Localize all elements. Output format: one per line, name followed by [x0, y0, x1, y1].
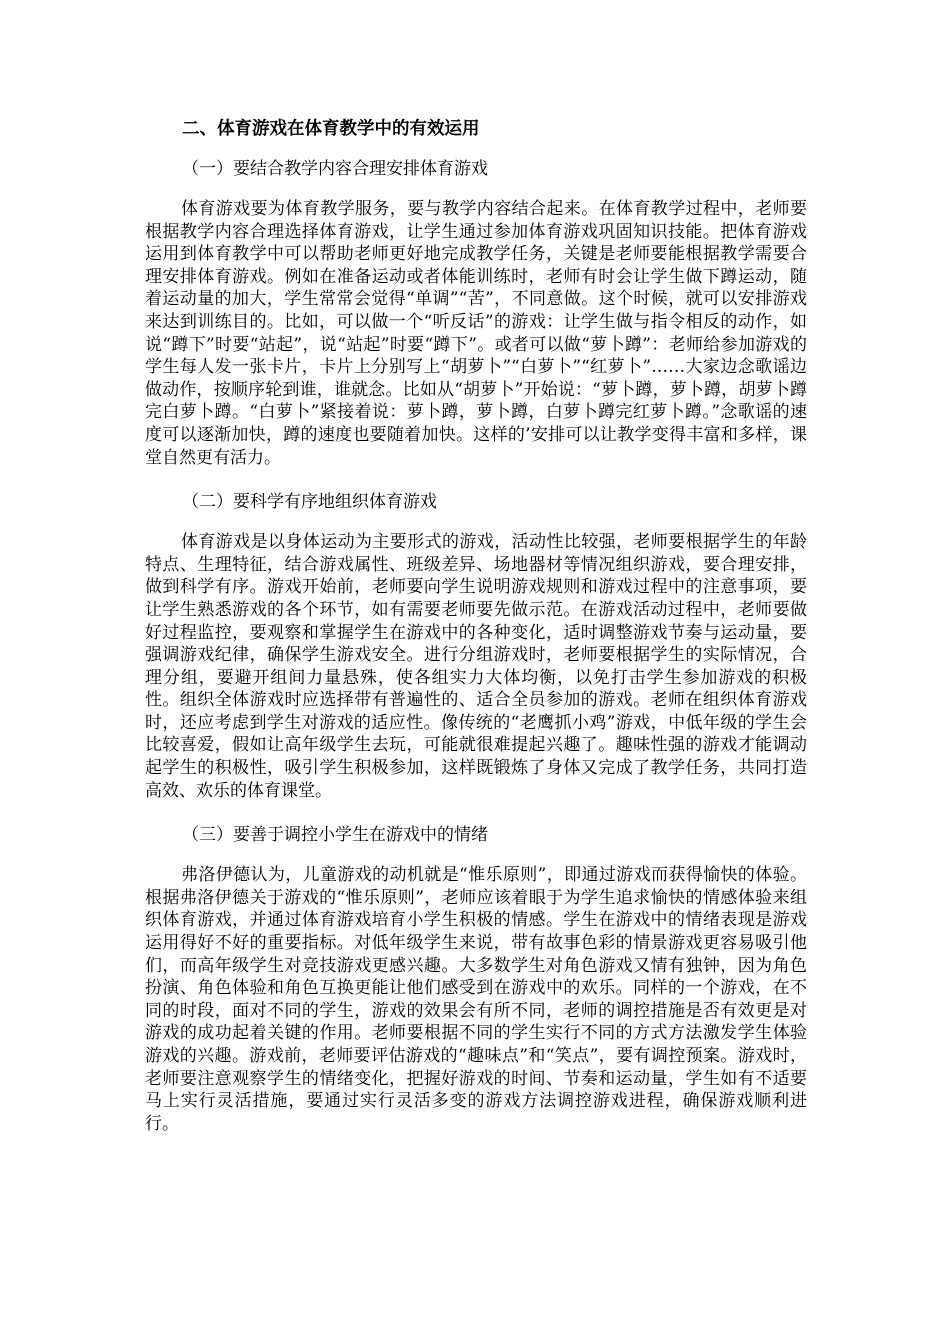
subsection-heading-1: （一）要结合教学内容合理安排体育游戏 — [182, 159, 488, 179]
document-body — [145, 116, 807, 1155]
subsection-paragraph-2: 体育游戏是以身体运动为主要形式的游戏，活动性比较强，老师要根据学生的年龄特点、生理特征，结合游戏属性、班级差异、场地器材等情况组织游戏，要合理安排，做到科学有序。游戏开始前，老师要向学生说明游戏规则和游戏过程中的注意事项，要让学生熟悉游戏的各个环节，如有需要老师要先做示范。在游戏活动过程中，老师要做好过程监控，要观察和掌握学生在游戏中的各种变化，适时调整游戏节奏与运动量，要强调游戏纪律，确保学生游戏安全。进行分组游戏时，老师要根据学生的实际情况，合理分组，要避开组间力量悬殊，使各组实力大体均衡，以免打击学生参加游戏的积极性。组织全体游戏时应选择带有普遍性的、适合全员参加的游戏。老师在组织体育游戏时，还应考虑到学生对游戏的适应性。像传统的“老鹰抓小鸡”游戏，中低年级的学生会比较喜爱，假如让高年级学生去玩，可能就很难提起兴趣了。趣味性强的游戏才能调动起学生的积极性，吸引学生积极参加，这样既锻炼了身体又完成了教学任务，共同打造高效、欢乐的体育课堂。 — [145, 532, 807, 801]
section-title: 二、体育游戏在体育教学中的有效运用 — [182, 119, 480, 139]
subsection-heading-3: （三）要善于调控小学生在游戏中的情绪 — [182, 825, 488, 846]
subsection-paragraph-1: 体育游戏要为体育教学服务，要与教学内容结合起来。在体育教学过程中，老师要根据教学内容合理选择体育游戏，让学生通过参加体育游戏巩固知识技能。把体育游戏运用到体育教学中可以帮助老师更好地完成教学任务，关键是老师要能根据教学需要合理安排体育游戏。例如在准备运动或者体能训练时，老师有时会让学生做下蹲运动，随着运动量的加大，学生常常会觉得“单调”“苦”，不同意做。这个时候，就可以安排游戏来达到训练目的。比如，可以做一个“听反话”的游戏：让学生做与指令相反的动作，如说“蹲下”时要“站起”，说“站起”时要“蹲下”。或者可以做“萝卜蹲”：老师给参加游戏的学生每人发一张卡片，卡片上分别写上“胡萝卜”“白萝卜”“红萝卜”……大家边念歌谣边做动作，按顺序轮到谁，谁就念。比如从“胡萝卜”开始说：“萝卜蹲，萝卜蹲，胡萝卜蹲完白萝卜蹲。“白萝卜”紧接着说：萝卜蹲，萝卜蹲，白萝卜蹲完红萝卜蹲。”念歌谣的速度可以逐渐加快，蹲的速度也要随着加快。这样的’安排可以让教学变得丰富和多样，课堂自然更有活力。 — [145, 199, 807, 468]
subsection-paragraph-3: 弗洛伊德认为，儿童游戏的动机就是“惟乐原则”，即通过游戏而获得愉快的体验。根据弗洛伊德关于游戏的“惟乐原则”，老师应该着眼于为学生追求愉快的情感体验来组织体育游戏，并通过体育游戏培育小学生积极的情感。学生在游戏中的情绪表现是游戏运用得好不好的重要指标。对低年级学生来说，带有故事色彩的情景游戏更容易吸引他们，而高年级学生对竞技游戏更感兴趣。大多数学生对角色游戏又情有独钟，因为角色扮演、角色体验和角色互换更能让他们感受到在游戏中的欢乐。同样的一个游戏，在不同的时段，面对不同的学生，游戏的效果会有所不同，老师的调控措施是否有效更是对游戏的成功起着关键的作用。老师要根据不同的学生实行不同的方式方法激发学生体验游戏的兴趣。游戏前，老师要评估游戏的“趣味点”和“笑点”，要有调控预案。游戏时，老师要注意观察学生的情绪变化，把握好游戏的时间、节奏和运动量，学生如有不适要马上实行灵活措施，要通过实行灵活多变的游戏方法调控游戏进程，确保游戏顺利进行。 — [145, 865, 807, 1134]
subsection-heading-2: （二）要科学有序地组织体育游戏 — [182, 492, 437, 513]
